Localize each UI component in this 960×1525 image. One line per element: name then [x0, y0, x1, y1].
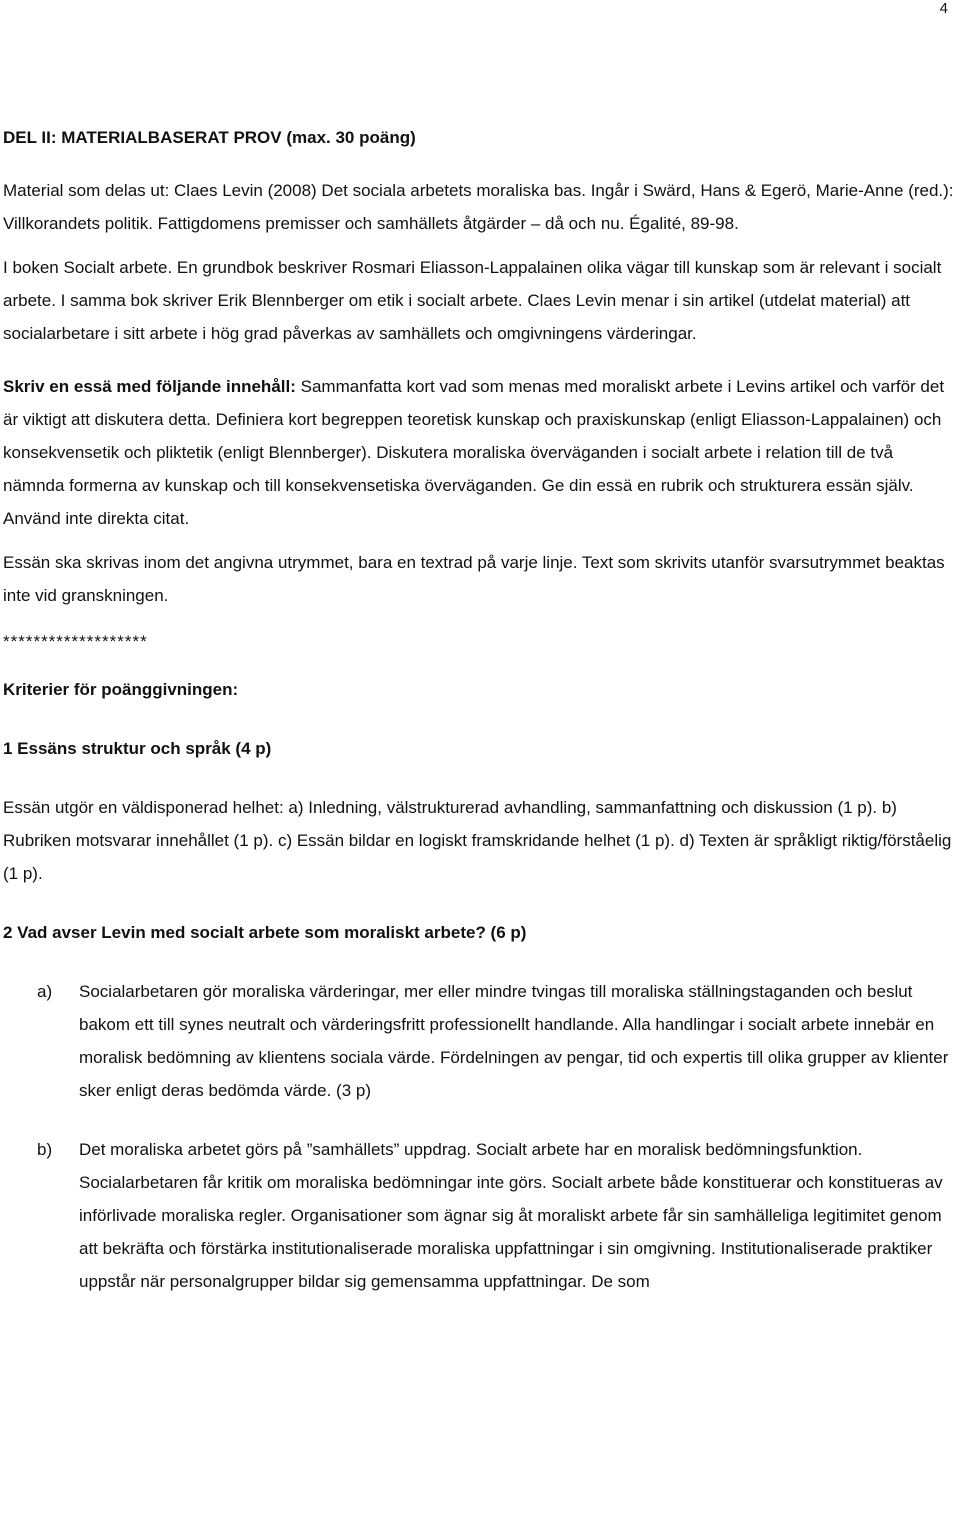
criteria-heading: Kriterier för poänggivningen:: [3, 680, 239, 699]
list-item-text: Det moraliska arbetet görs på ”samhällets” uppdrag. Socialt arbete har en moralisk bedömningsfunktion. Socialarbetaren får kritik om moraliska bedömningar inte görs. Socialt arbete både konstituerar och konstitueras av införlivade moraliska regler. Organisationer som ägnar sig åt moraliskt arbete får sin samhälleliga legitimitet genom att bekräfta och förstärka institutionaliserade moraliska uppfattningar i sin omgivning. Institutionaliserade praktiker uppstår när personalgrupper bildar sig gemensamma uppfattningar. De som: [79, 1140, 943, 1291]
list-item-text: Socialarbetaren gör moraliska värderingar, mer eller mindre tvingas till moraliska ställningstaganden och beslut bakom ett till synes neutralt och värderingsfritt professionellt handlande. Alla handlingar i socialt arbete innebär en moralisk bedömning av klientens sociala värde. Fördelningen av pengar, tid och expertis till olika grupper av klienter sker enligt deras bedömda värde. (3 p): [79, 982, 949, 1100]
task-label: Skriv en essä med följande innehåll:: [3, 377, 296, 396]
part-title: DEL II: MATERIALBASERAT PROV (max. 30 poäng): [3, 128, 416, 147]
separator-stars: *******************: [3, 632, 148, 651]
spacer: [3, 765, 958, 791]
spacer: [3, 653, 958, 673]
task-paragraph: [3, 370, 958, 535]
spacer: [3, 1107, 958, 1133]
spacer: [3, 240, 958, 251]
task-text: Sammanfatta kort vad som menas med moraliskt arbete i Levins artikel och varför det är viktigt att diskutera detta. Definiera kort begreppen teoretisk kunskap och praxiskunskap (enligt Eliasson-Lappalainen) och konsekvensetik och pliktetik (enligt Blennberger). Diskutera moraliska överväganden i socialt arbete i relation till de två nämnda formerna av kunskap och till konsekvensetiska överväganden. Ge din essä en rubrik och strukturera essän själv. Använd inte direkta citat.: [3, 377, 945, 528]
instructions-paragraph: Essän ska skrivas inom det angivna utrymmet, bara en textrad på varje linje. Text som skrivits utanför svarsutrymmet beaktas inte vid granskningen.: [3, 553, 945, 605]
spacer: [3, 890, 958, 916]
spacer: [3, 350, 958, 370]
list-item: [3, 1133, 958, 1298]
page-number: 4: [939, 0, 948, 17]
intro-paragraph: I boken Socialt arbete. En grundbok beskriver Rosmari Eliasson-Lappalainen olika vägar till kunskap som är relevant i socialt arbete. I samma bok skriver Erik Blennberger om etik i socialt arbete. Claes Levin menar i sin artikel (utdelat material) att socialarbetare i sitt arbete i hög grad påverkas av samhällets och omgivningens värderingar.: [3, 258, 942, 343]
section1-heading: 1 Essäns struktur och språk (4 p): [3, 739, 272, 758]
material-paragraph: Material som delas ut: Claes Levin (2008) Det sociala arbetets moraliska bas. Ingår i Swärd, Hans & Egerö, Marie-Anne (red.): Villkorandets politik. Fattigdomens premisser och samhällets åtgärder – då och nu. Égalité, 89-98.: [3, 181, 954, 233]
list-item: [3, 975, 958, 1107]
spacer: [3, 949, 958, 975]
spacer: [3, 535, 958, 546]
spacer: [3, 706, 958, 732]
section2-heading: 2 Vad avser Levin med socialt arbete som moraliskt arbete? (6 p): [3, 923, 527, 942]
spacer: [3, 612, 958, 632]
spacer: [3, 154, 958, 174]
document-body: [3, 121, 958, 1298]
section1-text: Essän utgör en väldisponerad helhet: a) Inledning, välstrukturerad avhandling, sammanfattning och diskussion (1 p). b) Rubriken motsvarar innehållet (1 p). c) Essän bildar en logiskt framskridande helhet (1 p). d) Texten är språkligt riktig/förståelig (1 p).: [3, 798, 952, 883]
list-marker: a): [37, 982, 53, 1001]
list-marker: b): [37, 1140, 53, 1159]
